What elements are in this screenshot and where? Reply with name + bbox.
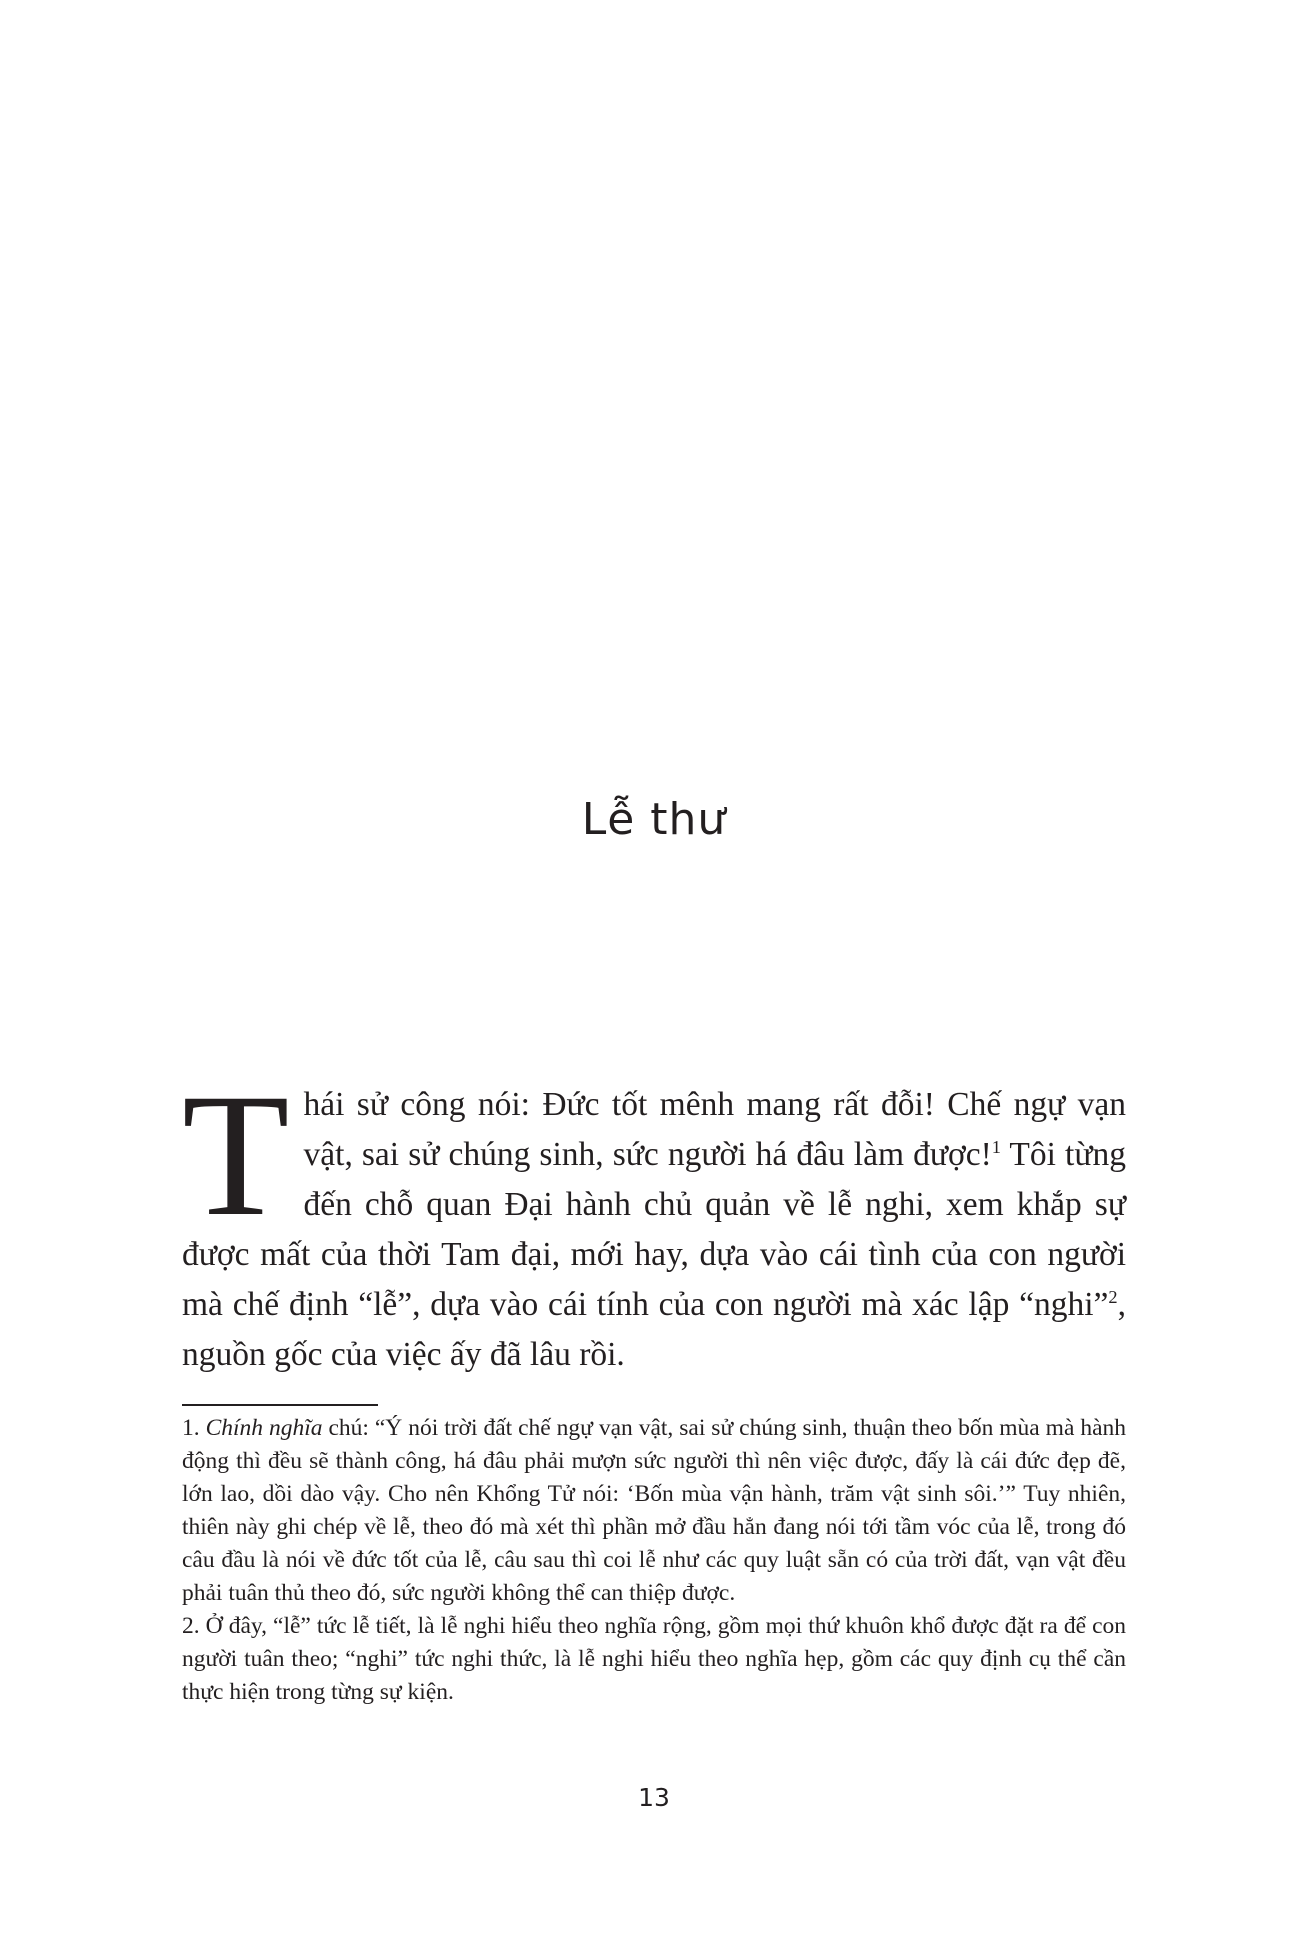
footnote-1-text: chú: “Ý nói trời đất chế ngự vạn vật, sai sử chúng sinh, thuận theo bốn mùa mà hành động thì đều sẽ thành công, há đâu phải mượn sức người thì nên việc được, đấy là cái đức đẹp đẽ, lớn lao, dồi dào vậy. Cho nên Khổng Tử nói: ‘Bốn mùa vận hành, trăm vật sinh sôi.’” Tuy nhiên, thiên này ghi chép về lễ, theo đó mà xét thì phần mở đầu hẳn đang nói tới tầm vóc của lễ, trong đó câu đầu là nói về đức tốt của lễ, câu sau thì coi lễ như các quy luật sẵn có của trời đất, vạn vật đều phải tuân thủ theo đó, sức người không thể can thiệp được. xyxy=(182,1415,1127,1606)
footnote-divider xyxy=(182,1404,378,1406)
body-paragraph xyxy=(182,1058,1126,1380)
body-text-part-3: , nguồn gốc của việc ấy đã lâu rồi. xyxy=(182,1286,1126,1373)
footnote-1-number: 1. xyxy=(182,1415,206,1441)
body-text-part-1: hái sử công nói: Đức tốt mênh mang rất đỗi! Chế ngự vạn vật, sai sử chúng sinh, sức người há đâu làm được! xyxy=(303,1086,1126,1173)
footnote-2 xyxy=(182,1610,1126,1709)
drop-cap: T xyxy=(182,1058,290,1253)
footnote-ref-2: 2 xyxy=(1108,1286,1118,1307)
footnote-ref-1: 1 xyxy=(991,1136,1001,1157)
body-text-part-2: Tôi từng đến chỗ quan Đại hành chủ quản về lễ nghi, xem khắp sự được mất của thời Tam đại, mới hay, dựa vào cái tình của con người mà chế định “lễ”, dựa vào cái tính của con người mà xác lập “nghi” xyxy=(182,1136,1126,1323)
footnote-1 xyxy=(182,1412,1126,1610)
footnote-2-text: 2. Ở đây, “lễ” tức lễ tiết, là lễ nghi hiểu theo nghĩa rộng, gồm mọi thứ khuôn khổ được đặt ra để con người tuân theo; “nghi” tức nghi thức, là lễ nghi hiểu theo nghĩa hẹp, gồm các quy định cụ thể cần thực hiện trong từng sự kiện. xyxy=(182,1613,1126,1705)
page-number: 13 xyxy=(638,1783,670,1812)
footnote-1-source: Chính nghĩa xyxy=(205,1415,323,1441)
chapter-title: Lễ thư xyxy=(581,794,727,845)
footnotes xyxy=(182,1412,1126,1709)
